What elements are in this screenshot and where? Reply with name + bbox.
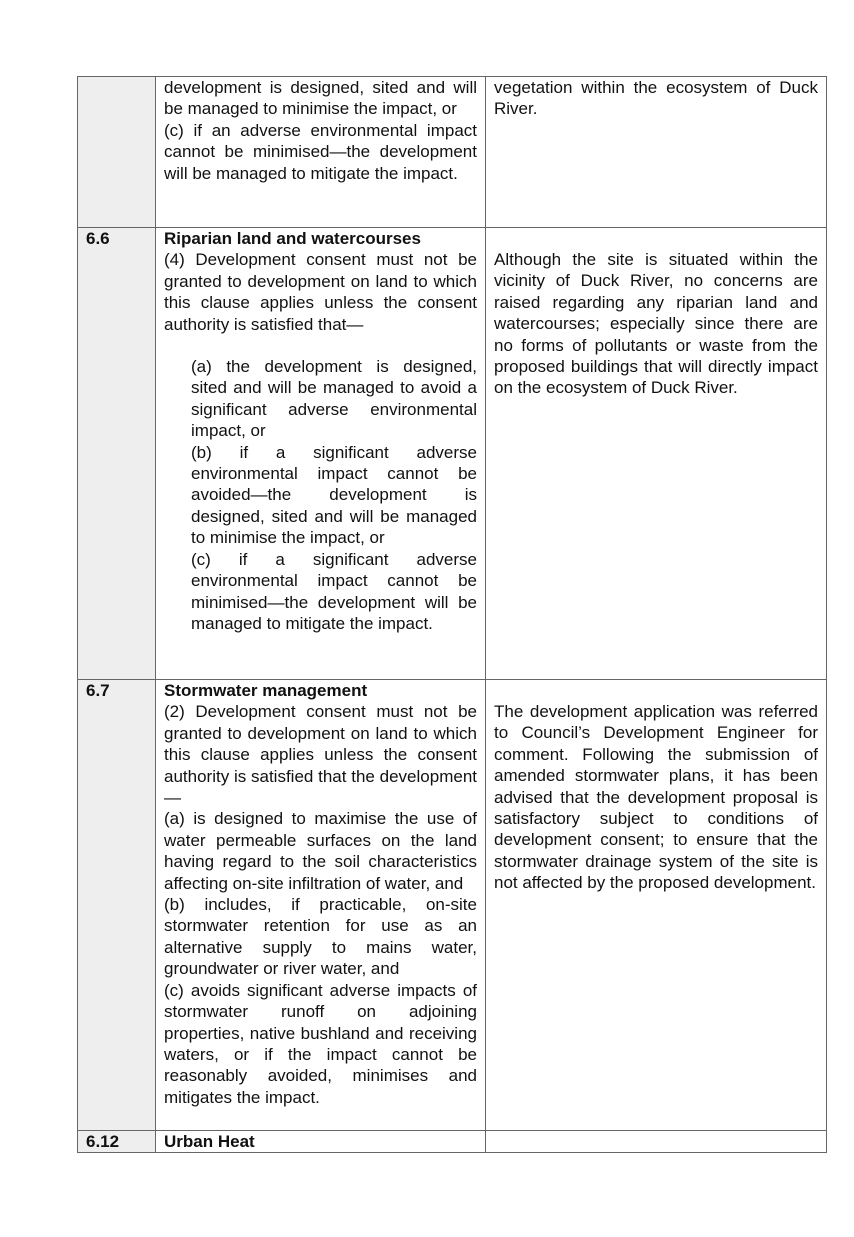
clause-paragraph: (c) avoids significant adverse impacts of stormwater runoff on adjoining properties, native bushland and receiving waters, or if the impact cannot be reasonably avoided, minimises and mitigates the impact. bbox=[164, 980, 477, 1107]
clause-item: (a) the development is designed, sited and will be managed to avoid a significant adverse environmental impact, or bbox=[191, 357, 477, 441]
clause-item: (b) if a significant adverse environmental impact cannot be avoided—the development is designed, sited and will be managed to minimise the impact, or bbox=[191, 442, 477, 548]
clause-paragraph: (c) if an adverse environmental impact cannot be minimised—the development will be managed to mitigate the impact. bbox=[164, 120, 477, 183]
comment-text: vegetation within the ecosystem of Duck River. bbox=[494, 78, 818, 119]
clause-paragraph: (2) Development consent must not be granted to development on land to which this clause applies unless the consent authority is satisfied that the development— bbox=[164, 702, 477, 808]
clause-number-cell bbox=[78, 77, 156, 228]
comment-text: Although the site is situated within the vicinity of Duck River, no concerns are raised regarding any riparian land and watercourses; especially since there are no forms of pollutants or waste from the proposed buildings that will directly impact on the ecosystem of Duck River. bbox=[494, 250, 818, 398]
spacer bbox=[494, 680, 818, 701]
clause-heading: Urban Heat bbox=[164, 1132, 255, 1151]
clause-item: (c) if a significant adverse environmental impact cannot be minimised—the development will be managed to mitigate the impact. bbox=[191, 549, 477, 633]
comment-text: The development application was referred to Council’s Development Engineer for comment. Following the submission of amended stormwater plans, it has been advised that the development proposal is satisfactory subject to conditions of development consent; to ensure that the stormwater drainage system of the site is not affected by the proposed development. bbox=[494, 702, 818, 893]
clause-number-cell: 6.7 bbox=[78, 680, 156, 1131]
clause-intro: (4) Development consent must not be granted to development on land to which this clause applies unless the consent authority is satisfied that— bbox=[164, 250, 477, 334]
comment-cell bbox=[486, 680, 827, 1131]
spacer bbox=[164, 335, 477, 356]
spacer bbox=[494, 228, 818, 249]
clause-text-cell bbox=[156, 1131, 486, 1153]
table-row bbox=[78, 228, 827, 680]
comment-cell bbox=[486, 228, 827, 680]
comment-cell bbox=[486, 1131, 827, 1153]
clause-text-cell bbox=[156, 77, 486, 228]
clause-number-cell: 6.12 bbox=[78, 1131, 156, 1153]
clause-heading: Stormwater management bbox=[164, 681, 368, 700]
clause-paragraph: (a) is designed to maximise the use of water permeable surfaces on the land having regard to the soil characteristics affecting on-site infiltration of water, and bbox=[164, 809, 477, 893]
compliance-table bbox=[77, 76, 827, 1153]
clause-number-cell: 6.6 bbox=[78, 228, 156, 680]
clause-text-cell bbox=[156, 680, 486, 1131]
clause-heading: Riparian land and watercourses bbox=[164, 229, 421, 248]
table-row bbox=[78, 680, 827, 1131]
table-row bbox=[78, 1131, 827, 1153]
table-row bbox=[78, 77, 827, 228]
comment-cell bbox=[486, 77, 827, 228]
clause-paragraph: development is designed, sited and will be managed to minimise the impact, or bbox=[164, 78, 477, 119]
clause-items bbox=[164, 356, 477, 634]
clause-paragraph: (b) includes, if practicable, on-site stormwater retention for use as an alternative supply to mains water, groundwater or river water, and bbox=[164, 895, 477, 979]
clause-text-cell bbox=[156, 228, 486, 680]
